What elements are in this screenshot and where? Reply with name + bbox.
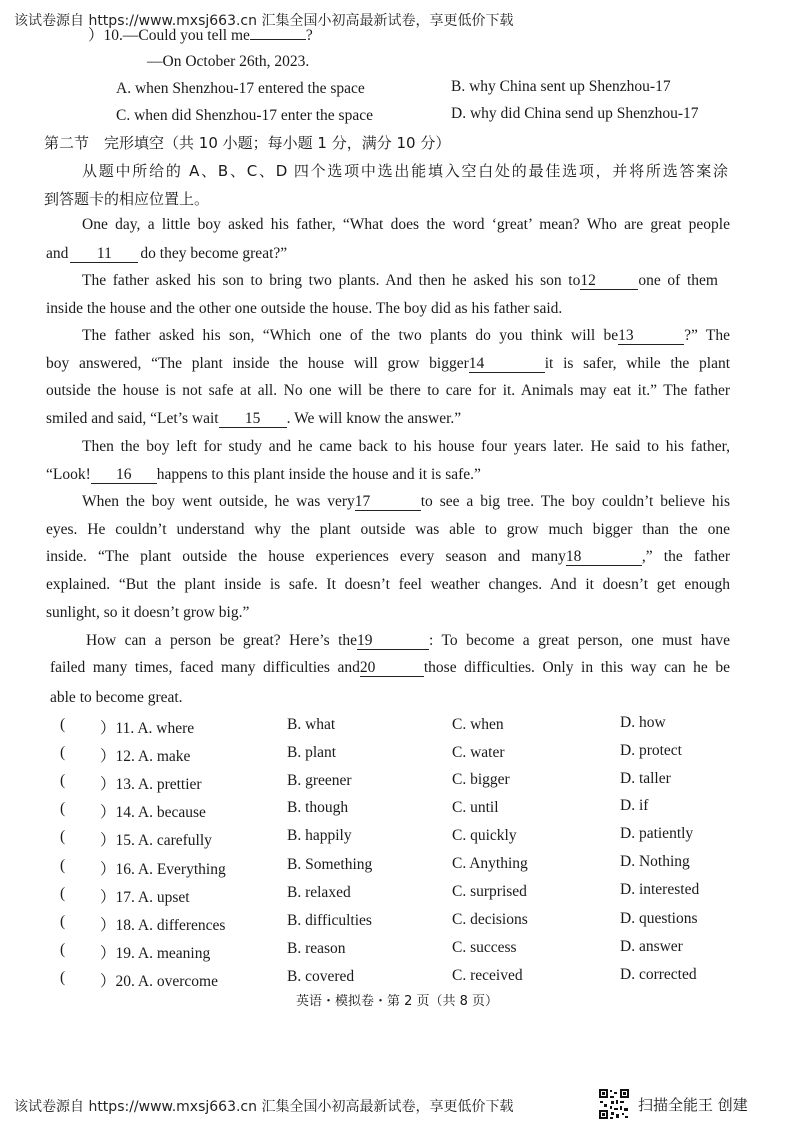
q10-blank <box>250 39 306 40</box>
passage-line: smiled and said, “Let’s wait 15 . We will know the answer.” <box>46 410 462 427</box>
q10-option-d: D. why did China send up Shenzhou-17 <box>451 105 699 122</box>
blank-12: 12 <box>580 273 638 290</box>
passage-line: able to become great. <box>50 689 183 706</box>
section-instruction-2: 到答题卡的相应位置上。 <box>44 190 210 208</box>
qr-code-icon <box>598 1088 630 1120</box>
watermark-bottom: 该试卷源自 https://www.mxsj663.cn 汇集全国小初高最新试卷，享更低价下载 <box>14 1099 514 1115</box>
blank-15: 15 <box>219 411 287 428</box>
passage-line: outside the house is not safe at all. No one will be there to care for it. Animals may eat it.” The father <box>46 382 730 399</box>
passage-line: How can a person be great? Here’s the19 : To become a great person, one must have <box>86 632 730 649</box>
passage-line: When the boy went outside, he was very17 to see a big tree. The boy couldn’t believe his <box>82 493 730 510</box>
passage-line: explained. “But the plant inside is safe. It doesn’t feel weather changes. And it doesn’t get enough <box>46 576 730 593</box>
q10-option-b: B. why China sent up Shenzhou-17 <box>451 78 671 95</box>
passage-line: failed many times, faced many difficulties and20 those difficulties. Only in this way can he be <box>50 659 730 676</box>
passage-line: eyes. He couldn’t understand why the plant outside was able to grow much bigger than the one <box>46 521 730 538</box>
passage-line: boy answered, “The plant inside the house will grow bigger14 it is safer, while the plant <box>46 355 731 372</box>
blank-16: 16 <box>91 467 157 484</box>
passage-line: One day, a little boy asked his father, “What does the word ‘great’ mean? Who are great people <box>82 216 730 233</box>
q10-option-a: A. when Shenzhou-17 entered the space <box>116 80 365 97</box>
passage-line: “Look! 16 happens to this plant inside the house and it is safe.” <box>46 466 481 483</box>
scanner-credit: 扫描全能王 创建 <box>638 1096 748 1114</box>
passage-line: inside. “The plant outside the house experiences every season and many18 ,” the father <box>46 548 730 565</box>
watermark-top: 该试卷源自 https://www.mxsj663.cn 汇集全国小初高最新试卷，享更低价下载 <box>14 13 514 29</box>
blank-20: 20 <box>360 660 424 677</box>
passage-line: The father asked his son to bring two plants. And then he asked his son to12 one of them <box>82 272 718 289</box>
q10-answer-line: —On October 26th, 2023. <box>147 53 310 70</box>
blank-13: 13 <box>618 328 684 345</box>
passage-line: Then the boy left for study and he came back to his house four years later. He said to his father, <box>82 438 730 455</box>
blank-18: 18 <box>566 549 642 566</box>
q10-option-c: C. when did Shenzhou-17 enter the space <box>116 107 373 124</box>
blank-19: 19 <box>357 633 429 650</box>
passage-line: inside the house and the other one outside the house. The boy did as his father said. <box>46 300 563 317</box>
page-footer: 英语・模拟卷・第 2 页（共 8 页） <box>295 994 499 1009</box>
section-title: 第二节 完形填空（共 10 小题；每小题 1 分，满分 10 分） <box>44 134 451 152</box>
passage-line: The father asked his son, “Which one of the two plants do you think will be13 ?” The <box>82 327 731 344</box>
blank-17: 17 <box>355 494 421 511</box>
q10-prompt: ）10.—Could you tell me ? <box>88 27 313 44</box>
blank-14: 14 <box>469 356 545 373</box>
section-instruction-1: 从题中所给的 A、B、C、D 四个选项中选出能填入空白处的最佳选项，并将所选答案涂 <box>82 162 728 180</box>
passage-line: sunlight, so it doesn’t grow big.” <box>46 604 250 621</box>
passage-line: and 11 do they become great?” <box>46 245 288 262</box>
blank-11: 11 <box>70 246 138 263</box>
